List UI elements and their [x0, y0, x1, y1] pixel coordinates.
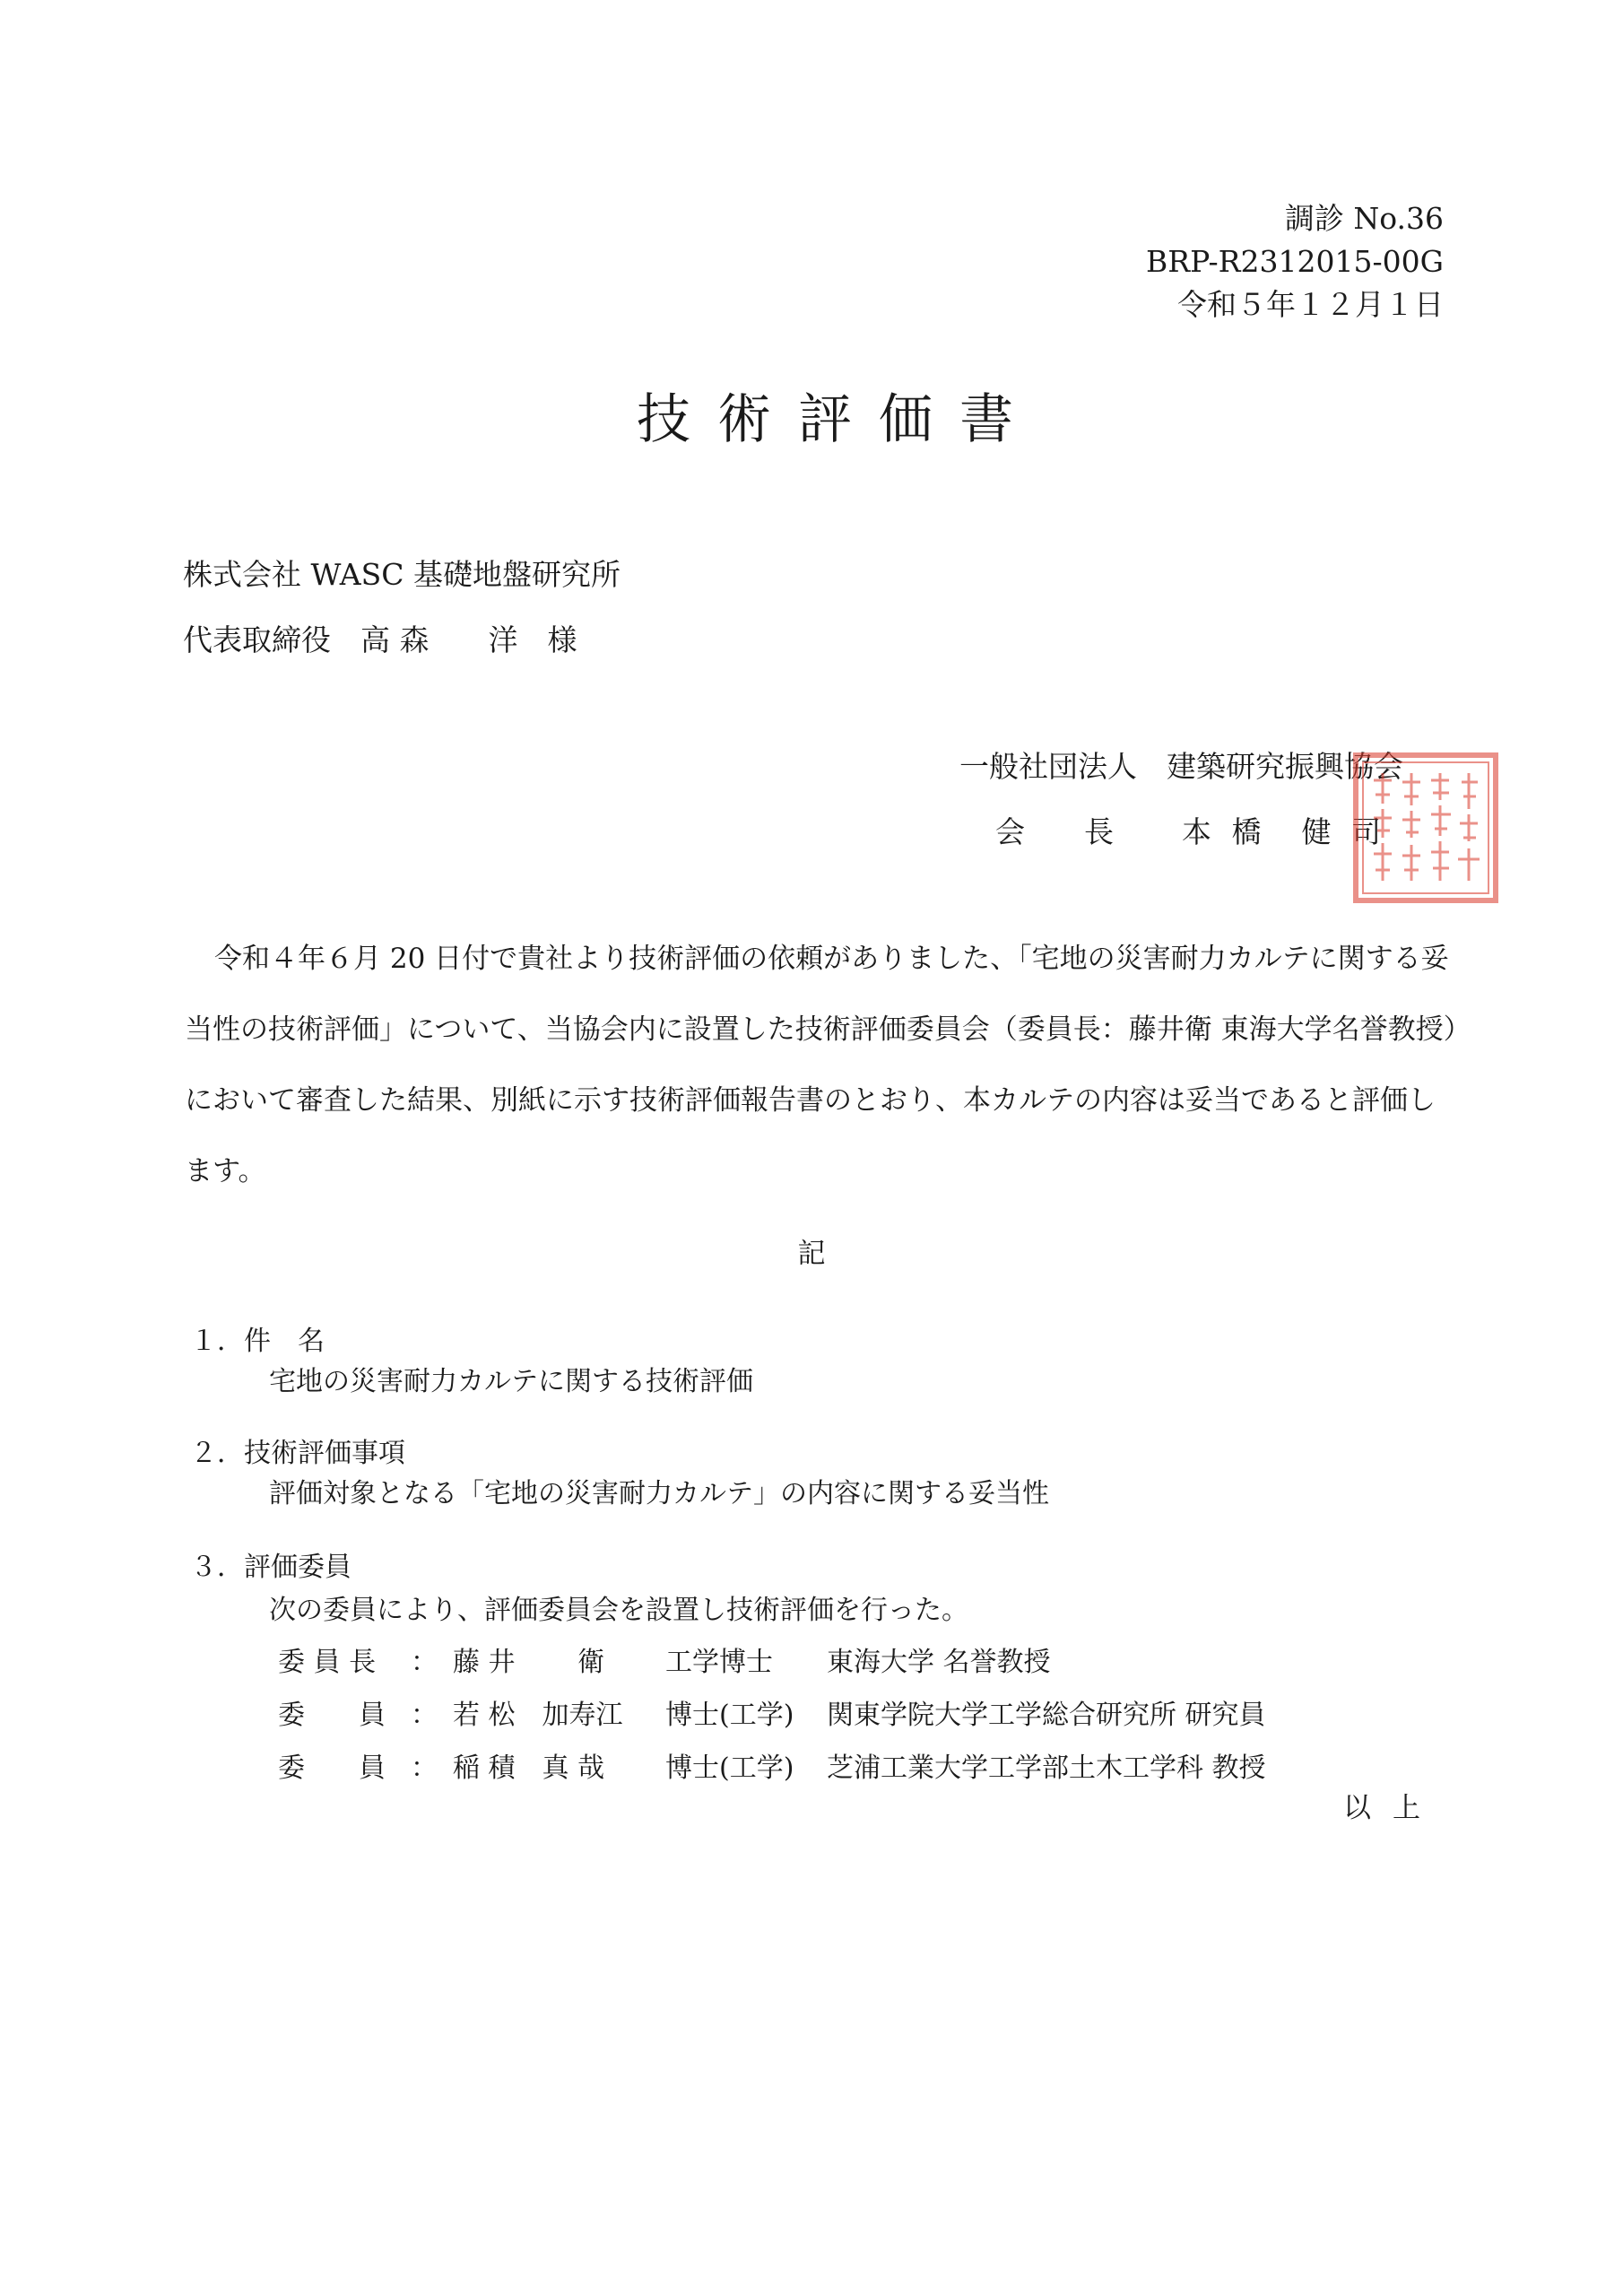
- member-colon: ：: [411, 1700, 438, 1731]
- item-1-heading: １．件 名: [190, 1326, 325, 1357]
- addressee-company: 株式会社 WASC 基礎地盤研究所: [183, 557, 621, 592]
- report-number: BRP-R2312015-00G: [1146, 244, 1444, 279]
- member-affiliation: 東海大学 名誉教授: [827, 1647, 1051, 1678]
- item-3-heading: ３．評価委員: [190, 1552, 352, 1583]
- member-colon: ：: [411, 1752, 438, 1784]
- document-date: 令和５年１２月１日: [1177, 287, 1444, 322]
- document-number: 調診 No.36: [1284, 201, 1444, 236]
- member-affiliation: 関東学院大学工学総合研究所 研究員: [827, 1700, 1266, 1731]
- sender-name: 本 橋 健 司: [1182, 814, 1386, 849]
- member-role: 委 員: [278, 1752, 386, 1784]
- body-paragraph: 令和４年６月 20 日付で貴社より技術評価の依頼がありました、「宅地の災害耐力カルテに関する妥当性の技術評価」について、当協会内に設置した技術評価委員会（委員長：藤井衛 東海大学名誉教授）において審査した結果、別紙に示す技術評価報告書のとおり、本カルテの内容は妥当であると評価します。: [185, 943, 1458, 1187]
- notation-heading: 記: [797, 1238, 826, 1270]
- member-degree: 博士(工学): [665, 1700, 794, 1731]
- item-1-body: 宅地の災害耐力カルテに関する技術評価: [269, 1366, 753, 1397]
- item-3-body: 次の委員により、評価委員会を設置し技術評価を行った。: [269, 1595, 968, 1626]
- member-colon: ：: [411, 1647, 438, 1678]
- member-degree: 博士(工学): [665, 1752, 794, 1784]
- member-role: 委 員 長: [278, 1647, 377, 1678]
- sender-role: 会 長: [995, 814, 1114, 849]
- page-title: 技術評価書: [637, 388, 1040, 451]
- item-2-body: 評価対象となる「宅地の災害耐力カルテ」の内容に関する妥当性: [269, 1478, 1049, 1509]
- item-2-heading: ２．技術評価事項: [190, 1438, 405, 1469]
- member-degree: 工学博士: [665, 1647, 773, 1678]
- closing-mark: 以上: [1343, 1792, 1442, 1824]
- member-name: 若 松 加寿江: [453, 1700, 623, 1731]
- addressee-person: 代表取締役 高 森 洋 様: [183, 622, 577, 657]
- member-role: 委 員: [278, 1700, 386, 1731]
- member-name: 藤 井 衛: [453, 1647, 605, 1678]
- sender-organization: 一般社団法人 建築研究振興協会: [959, 749, 1403, 784]
- official-seal-stamp: [1352, 752, 1499, 904]
- member-affiliation: 芝浦工業大学工学部土木工学科 教授: [827, 1752, 1266, 1784]
- member-name: 稲 積 真 哉: [453, 1752, 605, 1784]
